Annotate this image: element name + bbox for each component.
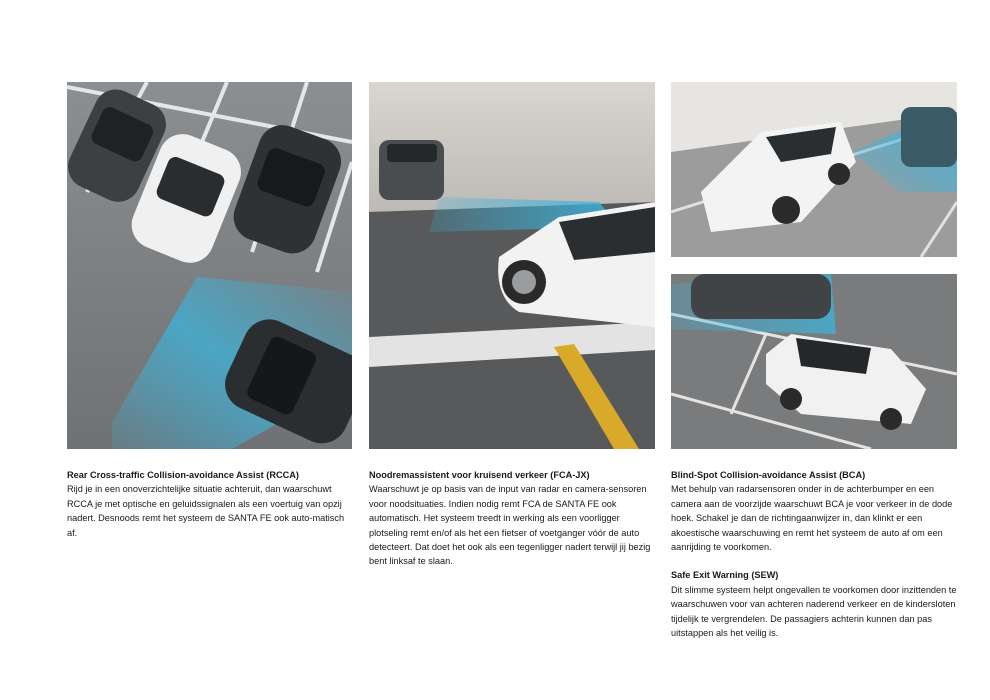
rcca-description: Rijd je in een onoverzichtelijke situatie achteruit, dan waarschuwt RCCA je met optische en geluidssignalen als een voertuig van opzij nadert. Desnoods remt het systeem de SANTA FE ook auto-matisch af. (67, 484, 345, 538)
fca-heading: Noodremassistent voor kruisend verkeer (FCA-JX) (369, 470, 590, 480)
section-spacer (671, 554, 961, 568)
fca-section (369, 468, 657, 569)
rcca-photo (67, 82, 352, 449)
sew-heading: Safe Exit Warning (SEW) (671, 570, 779, 581)
rcca-heading: Rear Cross-traffic Collision-avoidance Assist (RCCA) (67, 470, 299, 480)
bca-description: Met behulp van radarsensoren onder in de achterbumper en een camera aan de voorzijde waarschuwt BCA je voor verkeer in de dode hoek. Schakel je dan de richtingaanwijzer in, dan klinkt er een akoestische waarschuwing en remt het systeem de auto af om een aanrijding te voorkomen. (671, 484, 953, 553)
sew-photo (671, 274, 957, 449)
sew-description: Dit slimme systeem helpt ongevallen te voorkomen door inzittenden te waarschuwen voor van achteren naderend verkeer en de kindersloten tijdelijk te vergrendelen. De passagiers achterin kunnen dan pas uitstappen als het veilig is. (671, 584, 957, 639)
fca-photo (369, 82, 655, 449)
bca-heading: Blind-Spot Collision-avoidance Assist (BCA) (671, 470, 866, 480)
bca-photo (671, 82, 957, 257)
rcca-section (67, 468, 355, 540)
fca-description: Waarschuwt je op basis van de input van radar en camera-sensoren voor noodsituaties. Indien nodig remt FCA de SANTA FE ook automatisch. Het systeem treedt in werking als een voorligger plotseling remt en/of als het een fietser of voetganger vóór de auto detecteert. Dat doet het ook als een tegenligger nadert terwijl jij bezig bent linksaf te slaan. (369, 484, 651, 567)
bca-sew-section (671, 468, 961, 640)
